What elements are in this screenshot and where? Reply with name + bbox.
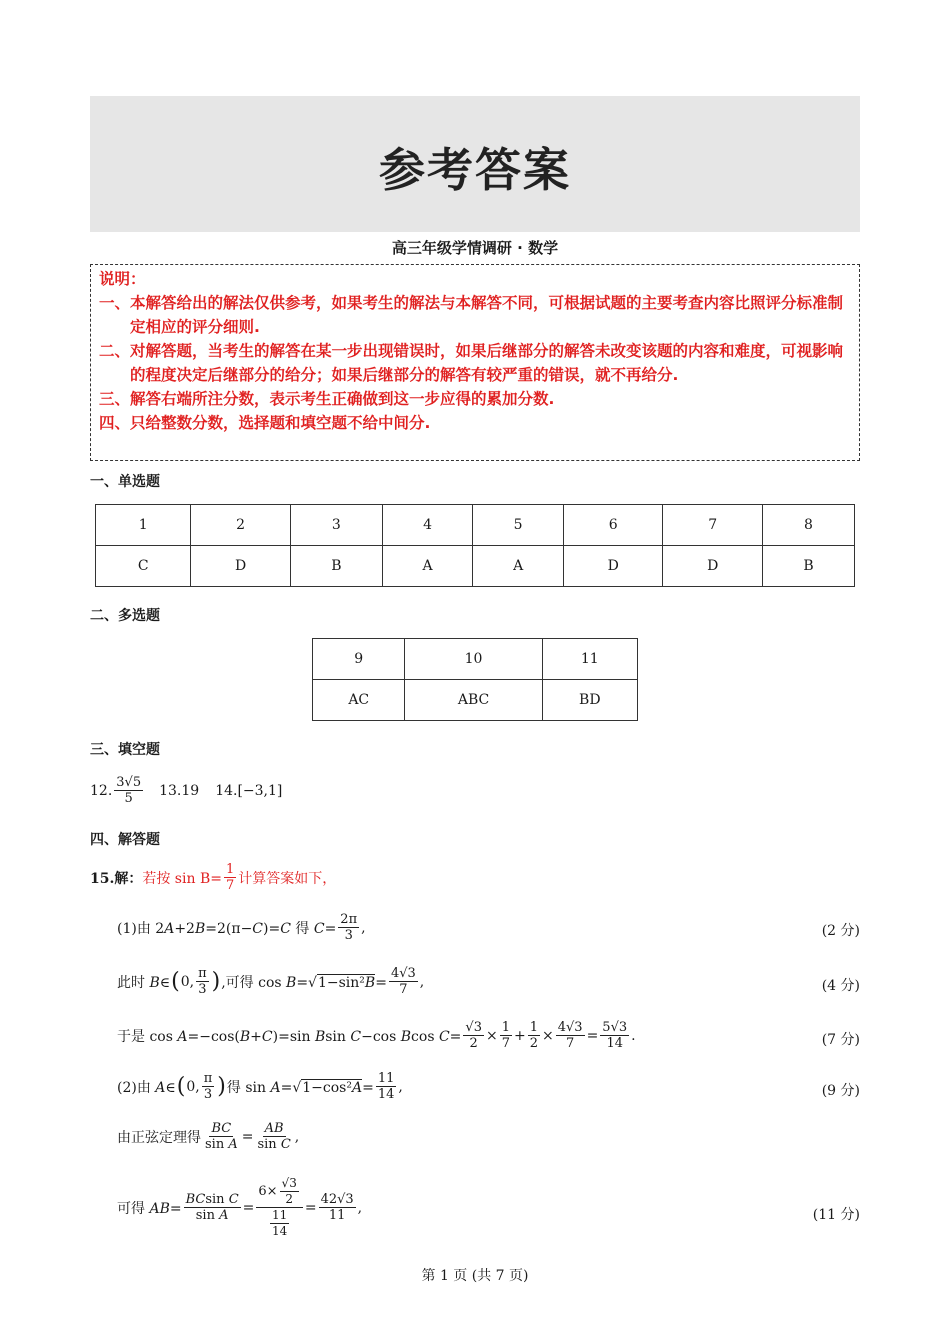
q15-intro-numerator: 1	[225, 862, 235, 877]
q15-intro-fraction	[224, 862, 236, 893]
table-cell: 6	[563, 505, 663, 546]
table-cell: 8	[763, 505, 855, 546]
q15-step-3: 于是 cos A=−cos(B+C)=sin Bsin C−cos Bcos C= $\frac{√3}{2}$ × $\frac{1}{7}$ + $\frac{1}{2}$ × $\frac{4√3}{7}$ = $\frac{5√3}{14}$ .	[117, 1020, 636, 1051]
table-cell: ABC	[405, 680, 542, 721]
q12-denominator: 5	[124, 791, 133, 806]
q15-intro-post: 计算答案如下，	[238, 870, 337, 887]
score-step-3: (7 分)	[821, 1032, 860, 1048]
section-heading-multi: 二、多选题	[90, 608, 160, 624]
table-cell: B	[290, 546, 382, 587]
header-band	[90, 96, 860, 232]
table-row	[96, 505, 855, 546]
score-step-2: (4 分)	[821, 978, 860, 994]
score-step-6: (11 分)	[812, 1207, 860, 1223]
note-num: 三、	[99, 390, 131, 408]
table-cell: D	[663, 546, 763, 587]
note-text: 对解答题，当考生的解答在某一步出现错误时，如果后继部分的解答未改变该题的内容和难度，可视影响的程度决定后继部分的给分；如果后继部分的解答有较严重的错误，就不再给分.	[130, 342, 844, 384]
table-cell: 7	[663, 505, 763, 546]
note-num: 四、	[99, 414, 131, 432]
table-cell: B	[763, 546, 855, 587]
q13-answer: 13.19	[159, 782, 200, 799]
table-cell: 1	[96, 505, 191, 546]
page-footer: 第 1 页 (共 7 页)	[421, 1268, 529, 1284]
q12-numerator: 3√5	[116, 775, 142, 790]
table-cell: D	[563, 546, 663, 587]
table-cell: 3	[290, 505, 382, 546]
single-choice-table	[95, 504, 855, 587]
note-num: 一、	[99, 294, 131, 312]
note-text: 本解答给出的解法仅供参考，如果考生的解法与本解答不同，可根据试题的主要考查内容比照评分标准制定相应的评分细则.	[130, 294, 844, 336]
note-text: 只给整数分数，选择题和填空题不给中间分.	[130, 414, 431, 432]
table-row	[313, 639, 638, 680]
q12-fraction	[114, 775, 143, 806]
score-step-1: (2 分)	[821, 923, 860, 939]
table-cell: A	[473, 546, 564, 587]
table-cell: AC	[313, 680, 405, 721]
q15-step-4: (2)由 A∈ ( 0, $\frac{\pi}{3}$ ) 得 sin A=√1−cos²A= $\frac{11}{14}$ ,	[117, 1071, 403, 1102]
note-text: 解答右端所注分数，表示考生正确做到这一步应得的累加分数.	[130, 390, 555, 408]
table-cell: 4	[382, 505, 473, 546]
multi-choice-table	[312, 638, 638, 721]
table-row	[313, 680, 638, 721]
note-item	[99, 291, 851, 339]
q15-intro	[90, 862, 336, 893]
table-cell: 9	[313, 639, 405, 680]
page-title: 参考答案	[379, 143, 571, 197]
q12-label: 12.	[90, 782, 113, 799]
score-step-4: (9 分)	[821, 1083, 860, 1099]
table-cell: D	[191, 546, 291, 587]
table-cell: 10	[405, 639, 542, 680]
note-item	[99, 411, 851, 435]
table-cell: C	[96, 546, 191, 587]
table-cell: 11	[542, 639, 637, 680]
q15-step-1: (1)由 2A+2B=2(π−C)=C 得 C= $\frac{2\pi}{3}$ ,	[117, 912, 366, 943]
q15-step-5: 由正弦定理得 $\frac{BC}{\text{sin A}}$ = $\frac{AB}{\text{sin C}}$ ,	[117, 1121, 300, 1152]
q15-label: 15.解：	[90, 870, 143, 887]
q15-intro-denominator: 7	[225, 878, 235, 893]
table-cell: 2	[191, 505, 291, 546]
note-num: 二、	[99, 342, 131, 360]
fill-answers	[90, 775, 282, 806]
table-cell: A	[382, 546, 473, 587]
q15-intro-pre: 若按 sin B=	[142, 870, 222, 887]
q14-answer: 14.[−3,1]	[215, 782, 283, 799]
section-heading-single: 一、单选题	[90, 474, 160, 490]
subtitle: 高三年级学情调研 · 数学	[391, 239, 559, 257]
section-heading-fill: 三、填空题	[90, 742, 160, 758]
note-item	[99, 387, 851, 411]
q15-step-6: 可得 AB= $\frac{\text{BCsin C}}{\text{sin A}}$ = 6× $\frac{√3}{2}$ $\frac{11}{14}$ = $\frac{42√3}{11}$ ,	[117, 1176, 363, 1238]
notes-heading: 说明：	[99, 270, 146, 288]
note-item	[99, 339, 851, 387]
q15-step-2: 此时 B∈ ( 0, $\frac{\pi}{3}$ ) ,可得 cos B=√1−sin²B= $\frac{4√3}{7}$ ,	[117, 966, 425, 997]
section-heading-solve: 四、解答题	[90, 832, 160, 848]
table-cell: BD	[542, 680, 637, 721]
table-row	[96, 546, 855, 587]
notes-box	[90, 264, 860, 461]
table-cell: 5	[473, 505, 564, 546]
